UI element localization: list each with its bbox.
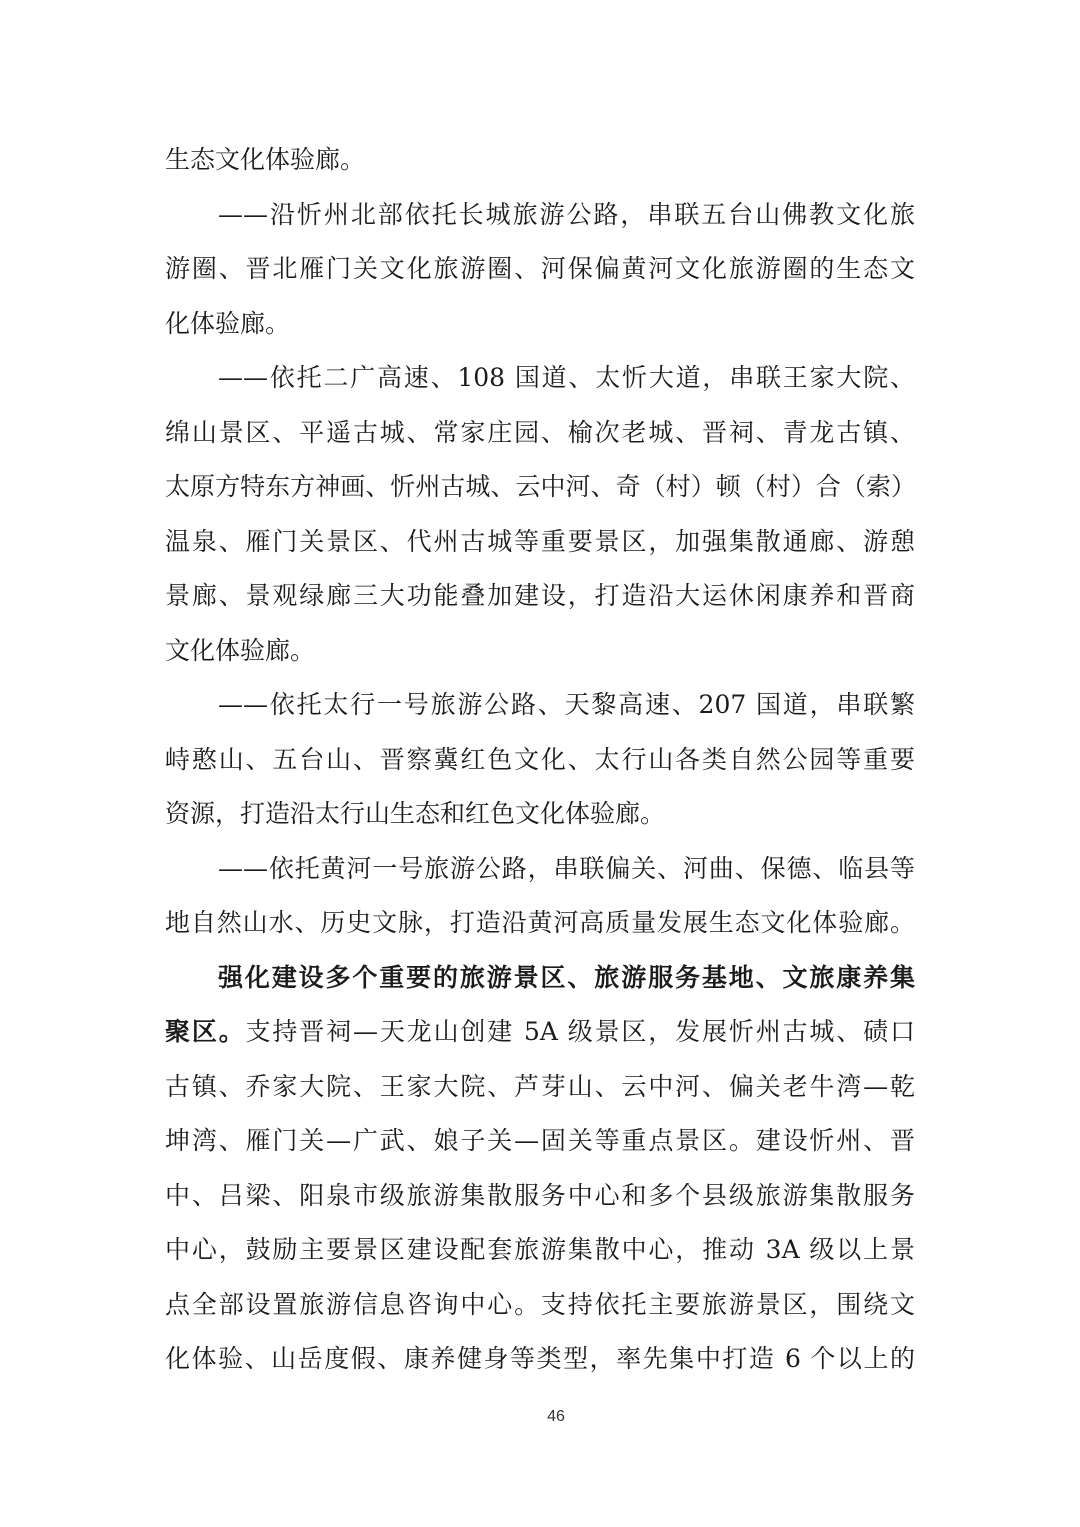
text-line: 绵山景区、平遥古城、常家庄园、榆次老城、晋祠、青龙古镇、	[165, 417, 915, 447]
text-line: 景廊、景观绿廊三大功能叠加建设，打造沿大运休闲康养和晋商	[165, 581, 915, 610]
text-line: 古镇、乔家大院、王家大院、芦芽山、云中河、偏关老牛湾—乾	[165, 1071, 915, 1101]
text-line: 太原方特东方神画、忻州古城、云中河、奇（村）顿（村）合（索）	[165, 472, 915, 501]
text-line: 化体验、山岳度假、康养健身等类型，率先集中打造 6 个以上的	[165, 1344, 915, 1373]
text-line: ——沿忻州北部依托长城旅游公路，串联五台山佛教文化旅	[218, 199, 915, 229]
text-line: 温泉、雁门关景区、代州古城等重要景区，加强集散通廊、游憩	[165, 526, 915, 556]
text-line: ——依托二广高速、108 国道、太忻大道，串联王家大院、	[218, 363, 915, 392]
text-line: 文化体验廊。	[165, 635, 316, 665]
text-line-rest: 支持晋祠—天龙山创建 5A 级景区，发展忻州古城、碛口	[245, 1017, 915, 1046]
text-line: ——依托太行一号旅游公路、天黎高速、207 国道，串联繁	[218, 690, 915, 719]
text-line: 峙憨山、五台山、晋察冀红色文化、太行山各类自然公园等重要	[165, 744, 915, 774]
bold-heading-end: 聚区。	[165, 1017, 246, 1046]
text-line: 中、吕梁、阳泉市级旅游集散服务中心和多个县级旅游集散服务	[165, 1180, 915, 1210]
body-text	[165, 133, 915, 1387]
text-line: 生态文化体验廊。	[165, 145, 366, 174]
bold-heading-line: 强化建设多个重要的旅游景区、旅游服务基地、文旅康养集	[218, 962, 915, 992]
text-line: 化体验廊。	[165, 308, 291, 338]
text-line	[165, 1005, 915, 1060]
text-line: 游圈、晋北雁门关文化旅游圈、河保偏黄河文化旅游圈的生态文	[165, 254, 915, 283]
page-number: 46	[547, 1408, 565, 1425]
text-line: ——依托黄河一号旅游公路，串联偏关、河曲、保德、临县等	[218, 853, 915, 883]
text-line: 资源，打造沿太行山生态和红色文化体验廊。	[165, 799, 666, 828]
text-line: 中心，鼓励主要景区建设配套旅游集散中心，推动 3A 级以上景	[165, 1235, 915, 1264]
text-line: 坤湾、雁门关—广武、娘子关—固关等重点景区。建设忻州、晋	[165, 1126, 915, 1155]
text-line: 地自然山水、历史文脉，打造沿黄河高质量发展生态文化体验廊。	[165, 908, 915, 937]
text-line: 点全部设置旅游信息咨询中心。支持依托主要旅游景区，围绕文	[165, 1289, 915, 1319]
